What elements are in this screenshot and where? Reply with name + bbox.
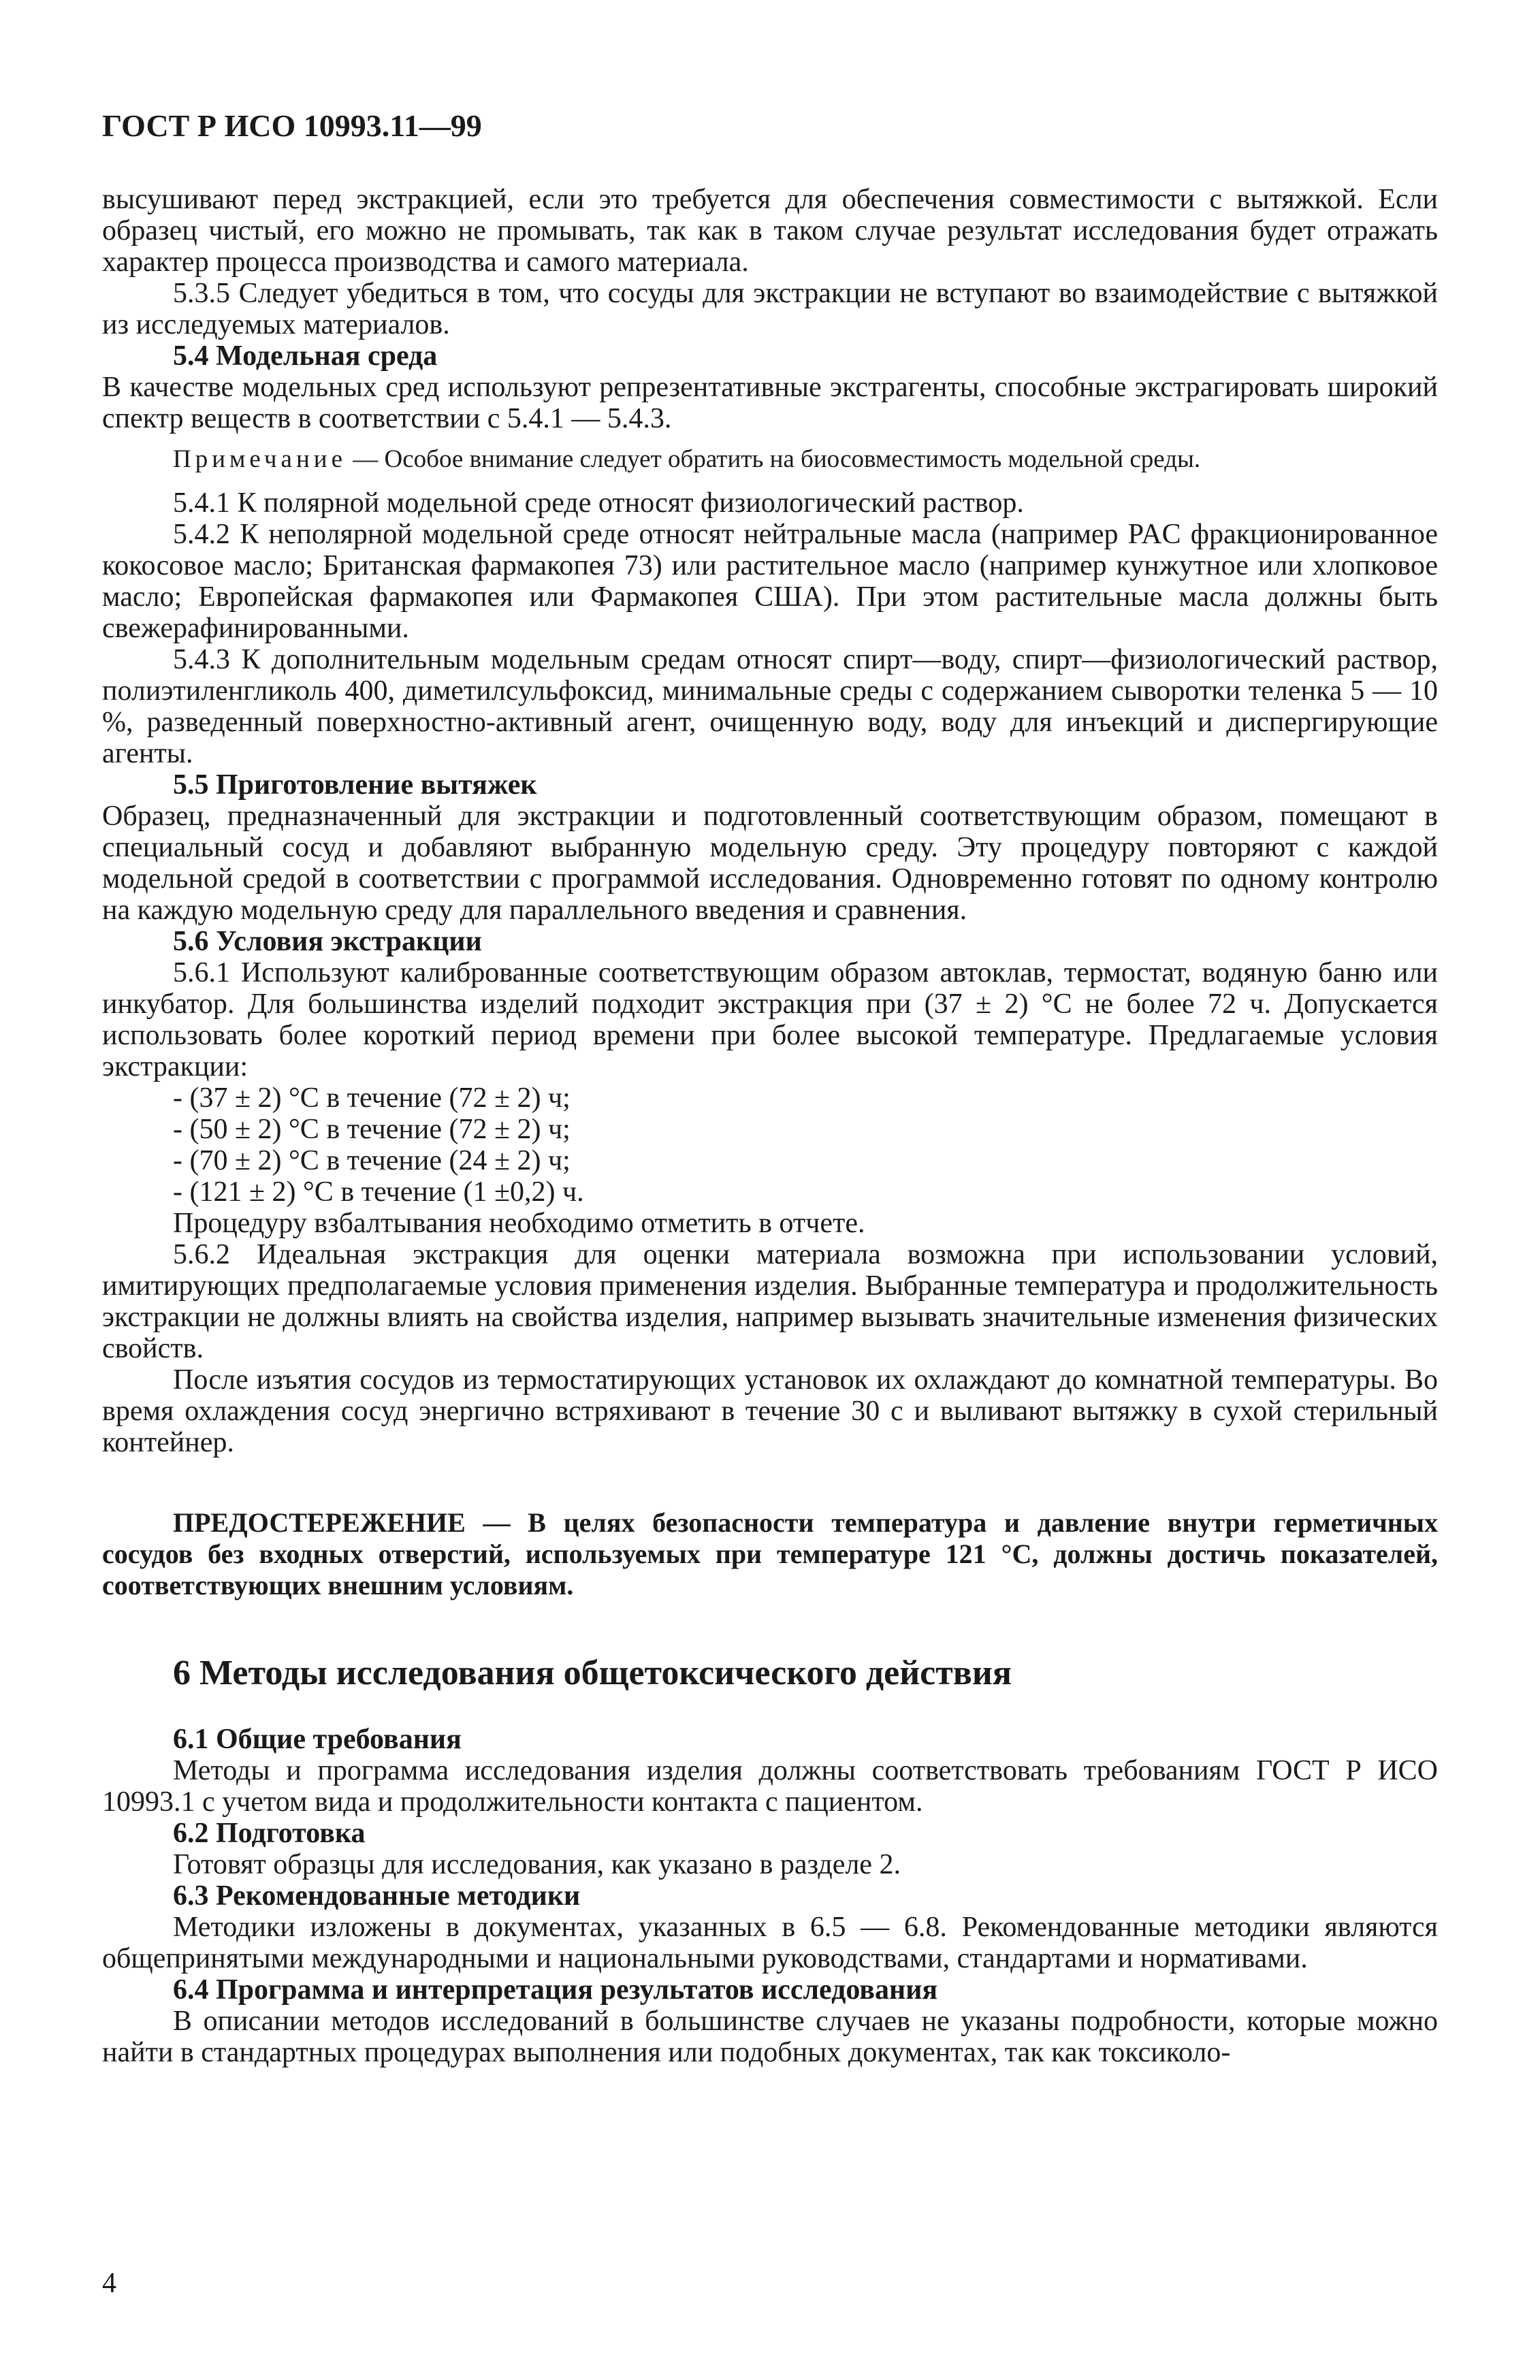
note-text: — Особое внимание следует обратить на биосовместимость модельной среды. (347, 445, 1201, 473)
warning-paragraph: ПРЕДОСТЕРЕЖЕНИЕ — В целях безопасности температура и давление внутри герметичных сосудов без входных отверстий, используемых при температуре 121 °C, должны достичь показателей, соответствующих внешним условиям. (102, 1507, 1438, 1601)
section-heading-6-2: 6.2 Подготовка (173, 1818, 366, 1849)
paragraph: высушивают перед экстракцией, если это требуется для обеспечения совместимости с вытяжкой. Если образец чистый, его можно не промывать, так как в таком случае результат исследования будет отражать характер процесса производства и самого материала. (102, 184, 1438, 278)
document-page (102, 109, 1438, 2068)
section-heading-6: 6 Методы исследования общетоксического действия (173, 1654, 1012, 1692)
section-heading-6-4: 6.4 Программа и интерпретация результатов исследования (173, 1974, 938, 2006)
condition-item: - (121 ± 2) °C в течение (1 ±0,2) ч. (173, 1176, 584, 1208)
paragraph-shake: Процедуру взбалтывания необходимо отметить в отчете. (173, 1208, 865, 1239)
condition-item: - (50 ± 2) °C в течение (72 ± 2) ч; (173, 1114, 571, 1145)
paragraph-5-6-2: 5.6.2 Идеальная экстракция для оценки материала возможна при использовании условий, имитирующих предполагаемые условия применения изделия. Выбранные температура и продолжительность экстракции не должны влиять на свойства изделия, например вызывать значительные изменения физических свойств. (102, 1239, 1438, 1364)
page-number: 4 (102, 2268, 116, 2299)
paragraph-5-6-1: 5.6.1 Используют калиброванные соответствующим образом автоклав, термостат, водяную баню или инкубатор. Для большинства изделий подходит экстракция при (37 ± 2) °C не более 72 ч. Допускается использовать более короткий период времени при более высокой температуре. Предлагаемые условия экстракции: (102, 957, 1438, 1082)
paragraph-6-2: Готовят образцы для исследования, как указано в разделе 2. (173, 1849, 901, 1880)
section-heading-6-1: 6.1 Общие требования (173, 1724, 462, 1755)
section-heading-5-5: 5.5 Приготовление вытяжек (173, 769, 537, 801)
paragraph-5-4-3: 5.4.3 К дополнительным модельным средам относят спирт—воду, спирт—физиологический раствор, полиэтиленгликоль 400, диметилсульфоксид, минимальные среды с содержанием сыворотки теленка 5 — 10 %, разведенный поверхностно-активный агент, очищенную воду, воду для инъекций и диспергирующие агенты. (102, 644, 1438, 769)
section-heading-5-6: 5.6 Условия экстракции (173, 926, 482, 957)
paragraph-5-4: В качестве модельных сред используют репрезентативные экстрагенты, способные экстрагировать широкий спектр веществ в соответствии с 5.4.1 — 5.4.3. (102, 372, 1438, 434)
paragraph-6-4: В описании методов исследований в большинстве случаев не указаны подробности, которые можно найти в стандартных процедурах выполнения или подобных документах, так как токсиколо- (102, 2006, 1438, 2068)
paragraph-5-5: Образец, предназначенный для экстракции и подготовленный соответствующим образом, помещают в специальный сосуд и добавляют выбранную модельную среду. Эту процедуру повторяют с каждой модельной средой в соответствии с программой исследования. Одновременно готовят по одному контролю на каждую модельную среду для параллельного введения и сравнения. (102, 801, 1438, 926)
condition-item: - (70 ± 2) °C в течение (24 ± 2) ч; (173, 1145, 571, 1176)
paragraph-5-4-2: 5.4.2 К неполярной модельной среде относят нейтральные масла (например PAC фракционированное кокосовое масло; Британская фармакопея 73) или растительное масло (например кунжутное или хлопковое масло; Европейская фармакопея или Фармакопея США). При этом растительные масла должны быть свежерафинированными. (102, 519, 1438, 644)
note-label: Примечание (173, 445, 347, 473)
paragraph-6-3: Методики изложены в документах, указанных в 6.5 — 6.8. Рекомендованные методики являются общепринятыми международными и национальными руководствами, стандартами и нормативами. (102, 1912, 1438, 1974)
paragraph-cooling: После изъятия сосудов из термостатирующих установок их охлаждают до комнатной температуры. Во время охлаждения сосуд энергично встряхивают в течение 30 с и выливают вытяжку в сухой стерильный контейнер. (102, 1364, 1438, 1458)
paragraph-5-4-1: 5.4.1 К полярной модельной среде относят физиологический раствор. (173, 487, 1024, 519)
paragraph-6-1: Методы и программа исследования изделия должны соответствовать требованиям ГОСТ Р ИСО 10993.1 с учетом вида и продолжительности контакта с пациентом. (102, 1755, 1438, 1818)
condition-item: - (37 ± 2) °C в течение (72 ± 2) ч; (173, 1082, 571, 1114)
document-header: ГОСТ Р ИСО 10993.11—99 (102, 108, 482, 143)
section-heading-6-3: 6.3 Рекомендованные методики (173, 1880, 581, 1912)
note (173, 444, 1438, 475)
section-heading-5-4: 5.4 Модельная среда (173, 340, 438, 372)
paragraph-5-3-5: 5.3.5 Следует убедиться в том, что сосуды для экстракции не вступают во взаимодействие с вытяжкой из исследуемых материалов. (102, 278, 1438, 340)
